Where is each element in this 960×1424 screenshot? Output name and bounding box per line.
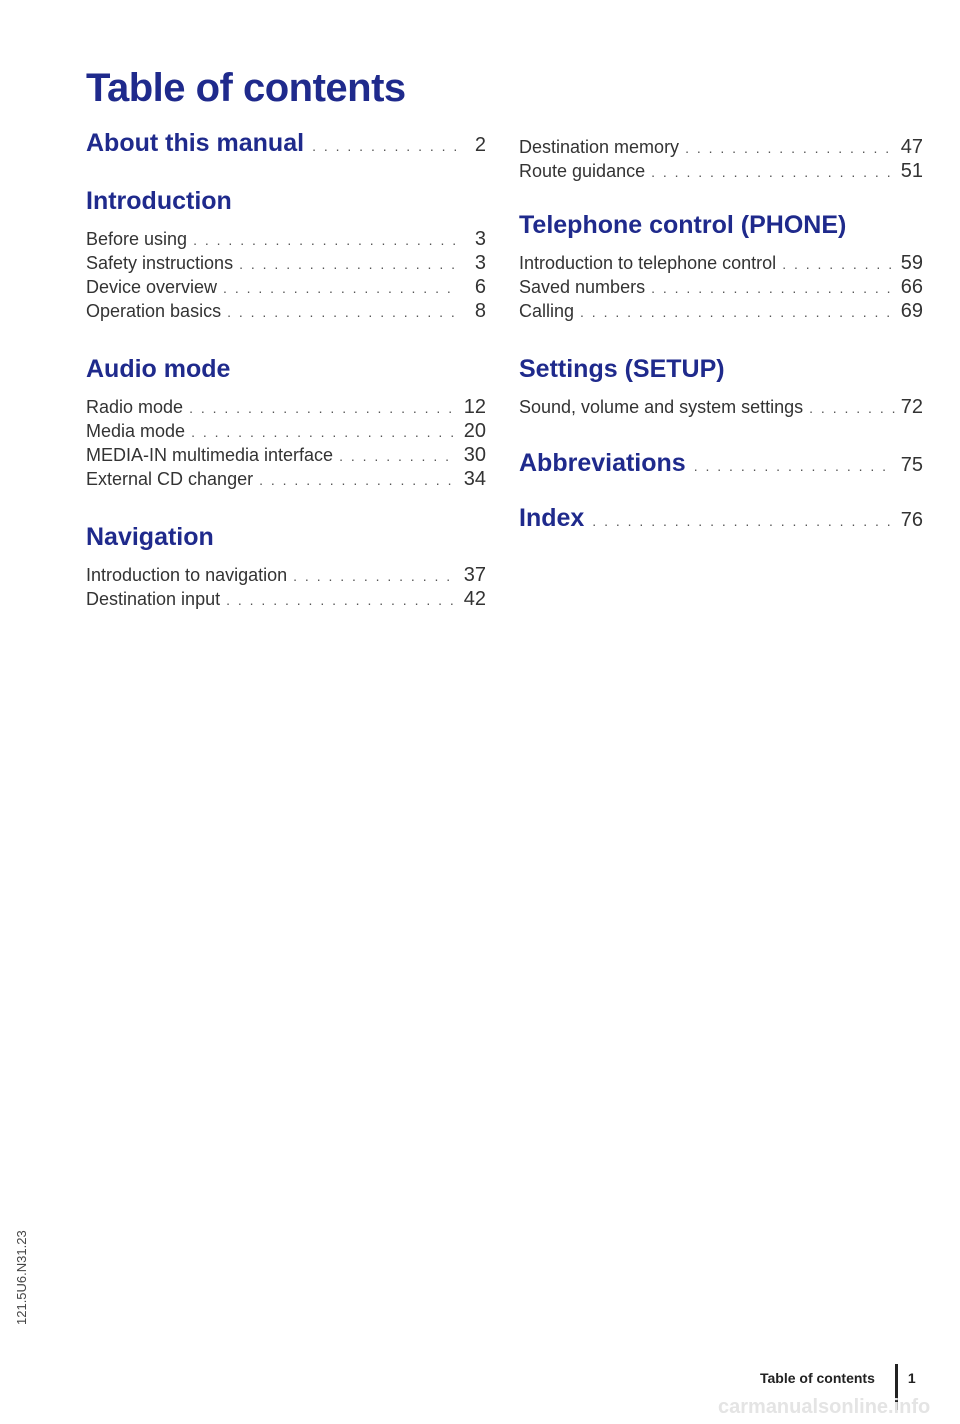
toc-entry[interactable]	[86, 300, 486, 324]
entry-label: Operation basics	[86, 301, 222, 321]
page-number: 2	[474, 134, 486, 156]
page-title: Table of contents	[86, 66, 406, 110]
toc-entry[interactable]	[86, 444, 486, 468]
leader-dots	[685, 137, 895, 160]
leader-dots	[226, 589, 458, 612]
entry-label: About this manual	[86, 129, 305, 157]
footer-section-label: Table of contents	[760, 1370, 875, 1386]
document-code: 121.5U6.N31.23	[14, 1230, 29, 1325]
page-number: 59	[900, 252, 923, 274]
page-number: 6	[474, 276, 486, 298]
toc-entry[interactable]	[519, 276, 923, 300]
page-number: 8	[474, 300, 486, 322]
entry-label: Sound, volume and system settings	[519, 397, 804, 417]
page-number: 66	[900, 276, 923, 298]
toc-entry[interactable]	[86, 564, 486, 588]
toc-entry[interactable]	[519, 160, 923, 184]
toc-entry[interactable]	[519, 396, 923, 420]
page-number: 47	[900, 136, 923, 158]
page-number: 75	[900, 454, 923, 476]
entry-label: Index	[519, 504, 585, 532]
section-heading-telephone: Telephone control (PHONE)	[519, 211, 847, 239]
page-number: 3	[474, 228, 486, 250]
toc-entry-abbreviations[interactable]	[519, 448, 923, 481]
leader-dots	[227, 301, 458, 324]
toc-left-column	[86, 128, 486, 612]
page-number: 76	[900, 509, 923, 531]
toc-entry[interactable]	[86, 252, 486, 276]
leader-dots	[580, 301, 895, 324]
entry-label: MEDIA-IN multimedia interface	[86, 445, 334, 465]
section-heading-settings: Settings (SETUP)	[519, 355, 725, 383]
toc-entry[interactable]	[86, 228, 486, 252]
page-number: 42	[463, 588, 486, 610]
leader-dots	[651, 161, 895, 184]
leader-dots	[339, 445, 458, 468]
page-number: 69	[900, 300, 923, 322]
toc-entry[interactable]	[86, 468, 486, 492]
leader-dots	[694, 451, 893, 481]
entry-label: Saved numbers	[519, 277, 646, 297]
leader-dots	[191, 421, 458, 444]
entry-label: Destination memory	[519, 137, 680, 157]
page-number: 72	[900, 396, 923, 418]
toc-entry[interactable]	[86, 396, 486, 420]
entry-label: External CD changer	[86, 469, 254, 489]
toc-right-column	[519, 128, 923, 536]
leader-dots	[189, 397, 458, 420]
page-number: 20	[463, 420, 486, 442]
leader-dots	[293, 565, 458, 588]
page-number: 12	[463, 396, 486, 418]
leader-dots	[193, 229, 458, 252]
entry-label: Radio mode	[86, 397, 184, 417]
leader-dots	[651, 277, 895, 300]
section-heading-audio-mode: Audio mode	[86, 355, 231, 383]
entry-label: Safety instructions	[86, 253, 234, 273]
toc-entry[interactable]	[519, 300, 923, 324]
toc-entry-index[interactable]	[519, 503, 923, 536]
page-number: 34	[463, 468, 486, 490]
toc-entry[interactable]	[86, 588, 486, 612]
toc-entry[interactable]	[86, 276, 486, 300]
page-number: 37	[463, 564, 486, 586]
entry-label: Media mode	[86, 421, 186, 441]
entry-label: Introduction to navigation	[86, 565, 288, 585]
entry-label: Introduction to telephone control	[519, 253, 777, 273]
section-heading-introduction: Introduction	[86, 187, 232, 215]
page-number: 30	[463, 444, 486, 466]
entry-label: Route guidance	[519, 161, 646, 181]
toc-entry[interactable]	[519, 136, 923, 160]
toc-entry-about-manual[interactable]	[86, 128, 486, 161]
entry-label: Device overview	[86, 277, 218, 297]
toc-entry[interactable]	[86, 420, 486, 444]
page-number: 3	[474, 252, 486, 274]
page-number: 51	[900, 160, 923, 182]
entry-label: Calling	[519, 301, 575, 321]
entry-label: Destination input	[86, 589, 221, 609]
section-heading-navigation: Navigation	[86, 523, 214, 551]
footer-page-number: 1	[907, 1370, 916, 1386]
leader-dots	[259, 469, 458, 492]
leader-dots	[223, 277, 458, 300]
leader-dots	[782, 253, 895, 276]
leader-dots	[239, 253, 458, 276]
entry-label: Before using	[86, 229, 188, 249]
leader-dots	[312, 131, 456, 161]
entry-label: Abbreviations	[519, 449, 686, 477]
watermark: carmanualsonline.info	[718, 1396, 931, 1418]
leader-dots	[592, 506, 892, 536]
leader-dots	[809, 397, 895, 420]
toc-entry[interactable]	[519, 252, 923, 276]
